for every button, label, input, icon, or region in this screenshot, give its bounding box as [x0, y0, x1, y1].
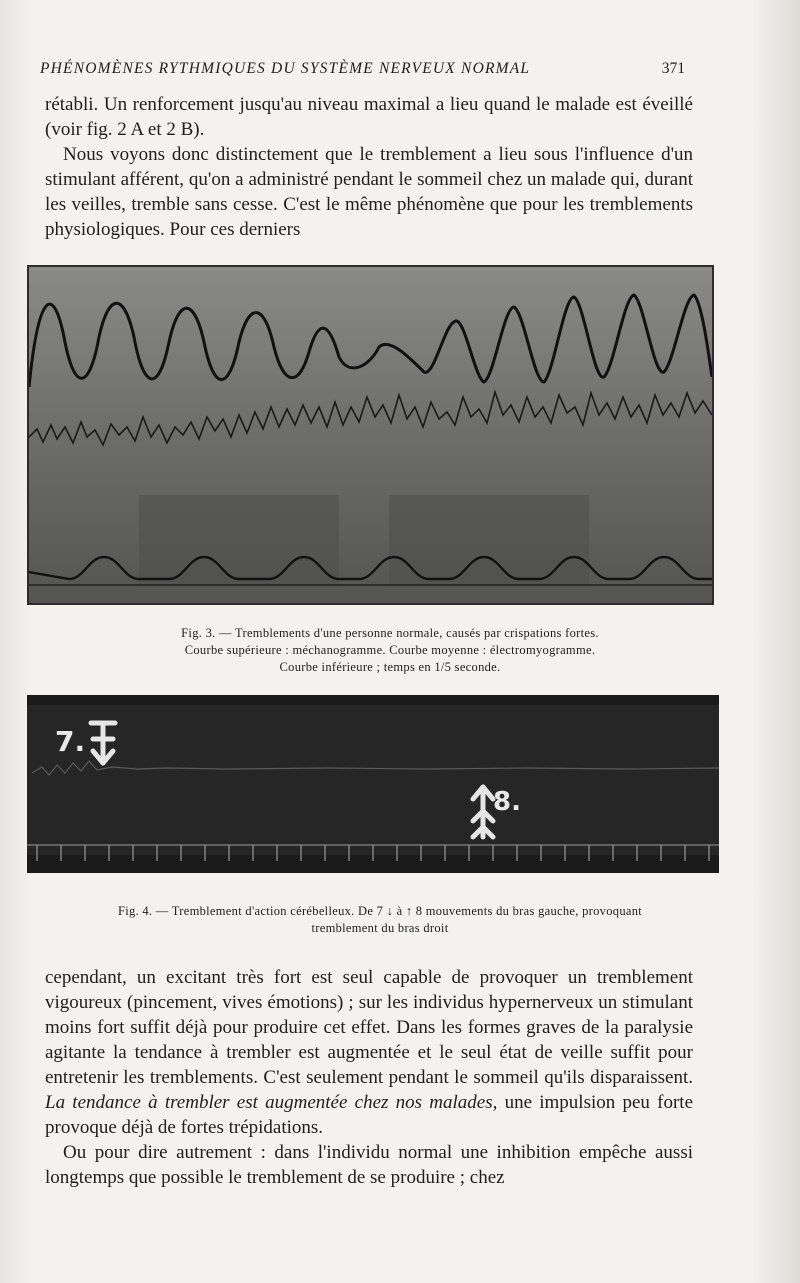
figure-3-shaded-block: [389, 495, 589, 585]
figure-3-caption: [80, 625, 700, 676]
figure-4-caption-line: Fig. 4. — Tremblement d'action cérébelleux. De 7 ↓ à ↑ 8 mouvements du bras gauche, provoquant: [117, 904, 643, 918]
marker-label-7: 7.: [55, 725, 86, 758]
italic-emphasis: La tendance à trembler est augmentée chez nos malades,: [45, 1092, 498, 1113]
paragraph: Nous voyons donc distinctement que le tremblement a lieu sous l'influence d'un stimulant afférent, qu'on a administré pendant le sommeil chez un malade qui, durant les veilles, tremble sans cesse. C'est le même phénomène que pour les tremblements physiologiques. Pour ces derniers: [45, 144, 693, 240]
paragraph-text: une impulsion peu forte provoque déjà de fortes trépidations.: [45, 1092, 694, 1138]
body-text-bottom: [45, 965, 693, 1190]
figure-4-traces: [27, 695, 719, 873]
figure-3-recording: [27, 265, 714, 605]
figure-3-shaded-block: [139, 495, 339, 585]
figure-3-caption-line: Fig. 3. — Tremblements d'une personne normale, causés par crispations fortes.: [181, 626, 599, 640]
figure-3-traces: [29, 267, 712, 603]
paragraph: Ou pour dire autrement : dans l'individu normal une inhibition empêche aussi longtemps que possible le tremblement de se produire ; chez: [45, 1142, 693, 1188]
paragraph-text: cependant, un excitant très fort est seul capable de provoquer un tremblement vigoureux (pincement, vives émotions) ; sur les individus hypernerveux un stimulant moins fort suffit déjà pour produire cet effet. Dans les formes graves de la paralysie agitante la tendance à trembler est augmentée et le seul état de veille suffit pour entretenir les tremblements. C'est seulement pendant le sommeil qu'ils disparaissent.: [45, 967, 693, 1088]
running-head-title: PHÉNOMÈNES RYTHMIQUES DU SYSTÈME NERVEUX NORMAL: [40, 60, 531, 77]
paragraph-continued: rétabli. Un renforcement jusqu'au niveau maximal a lieu quand le malade est éveillé (voir fig. 2 A et 2 B).: [45, 94, 693, 140]
figure-3-caption-line: Courbe supérieure : méchanogramme. Courbe moyenne : électromyogramme.: [184, 643, 596, 657]
figure-4-caption-line: tremblement du bras droit: [311, 921, 449, 935]
page-number: 371: [661, 60, 685, 77]
body-text-top: [45, 92, 693, 242]
figure-4-recording: [27, 695, 719, 873]
paragraph-continued: [45, 965, 693, 1140]
figure-3-caption-line: Courbe inférieure ; temps en 1/5 seconde.: [279, 660, 501, 674]
marker-label-8: 8.: [493, 787, 521, 817]
figure-4-caption: [45, 903, 715, 937]
running-head: [40, 60, 685, 78]
